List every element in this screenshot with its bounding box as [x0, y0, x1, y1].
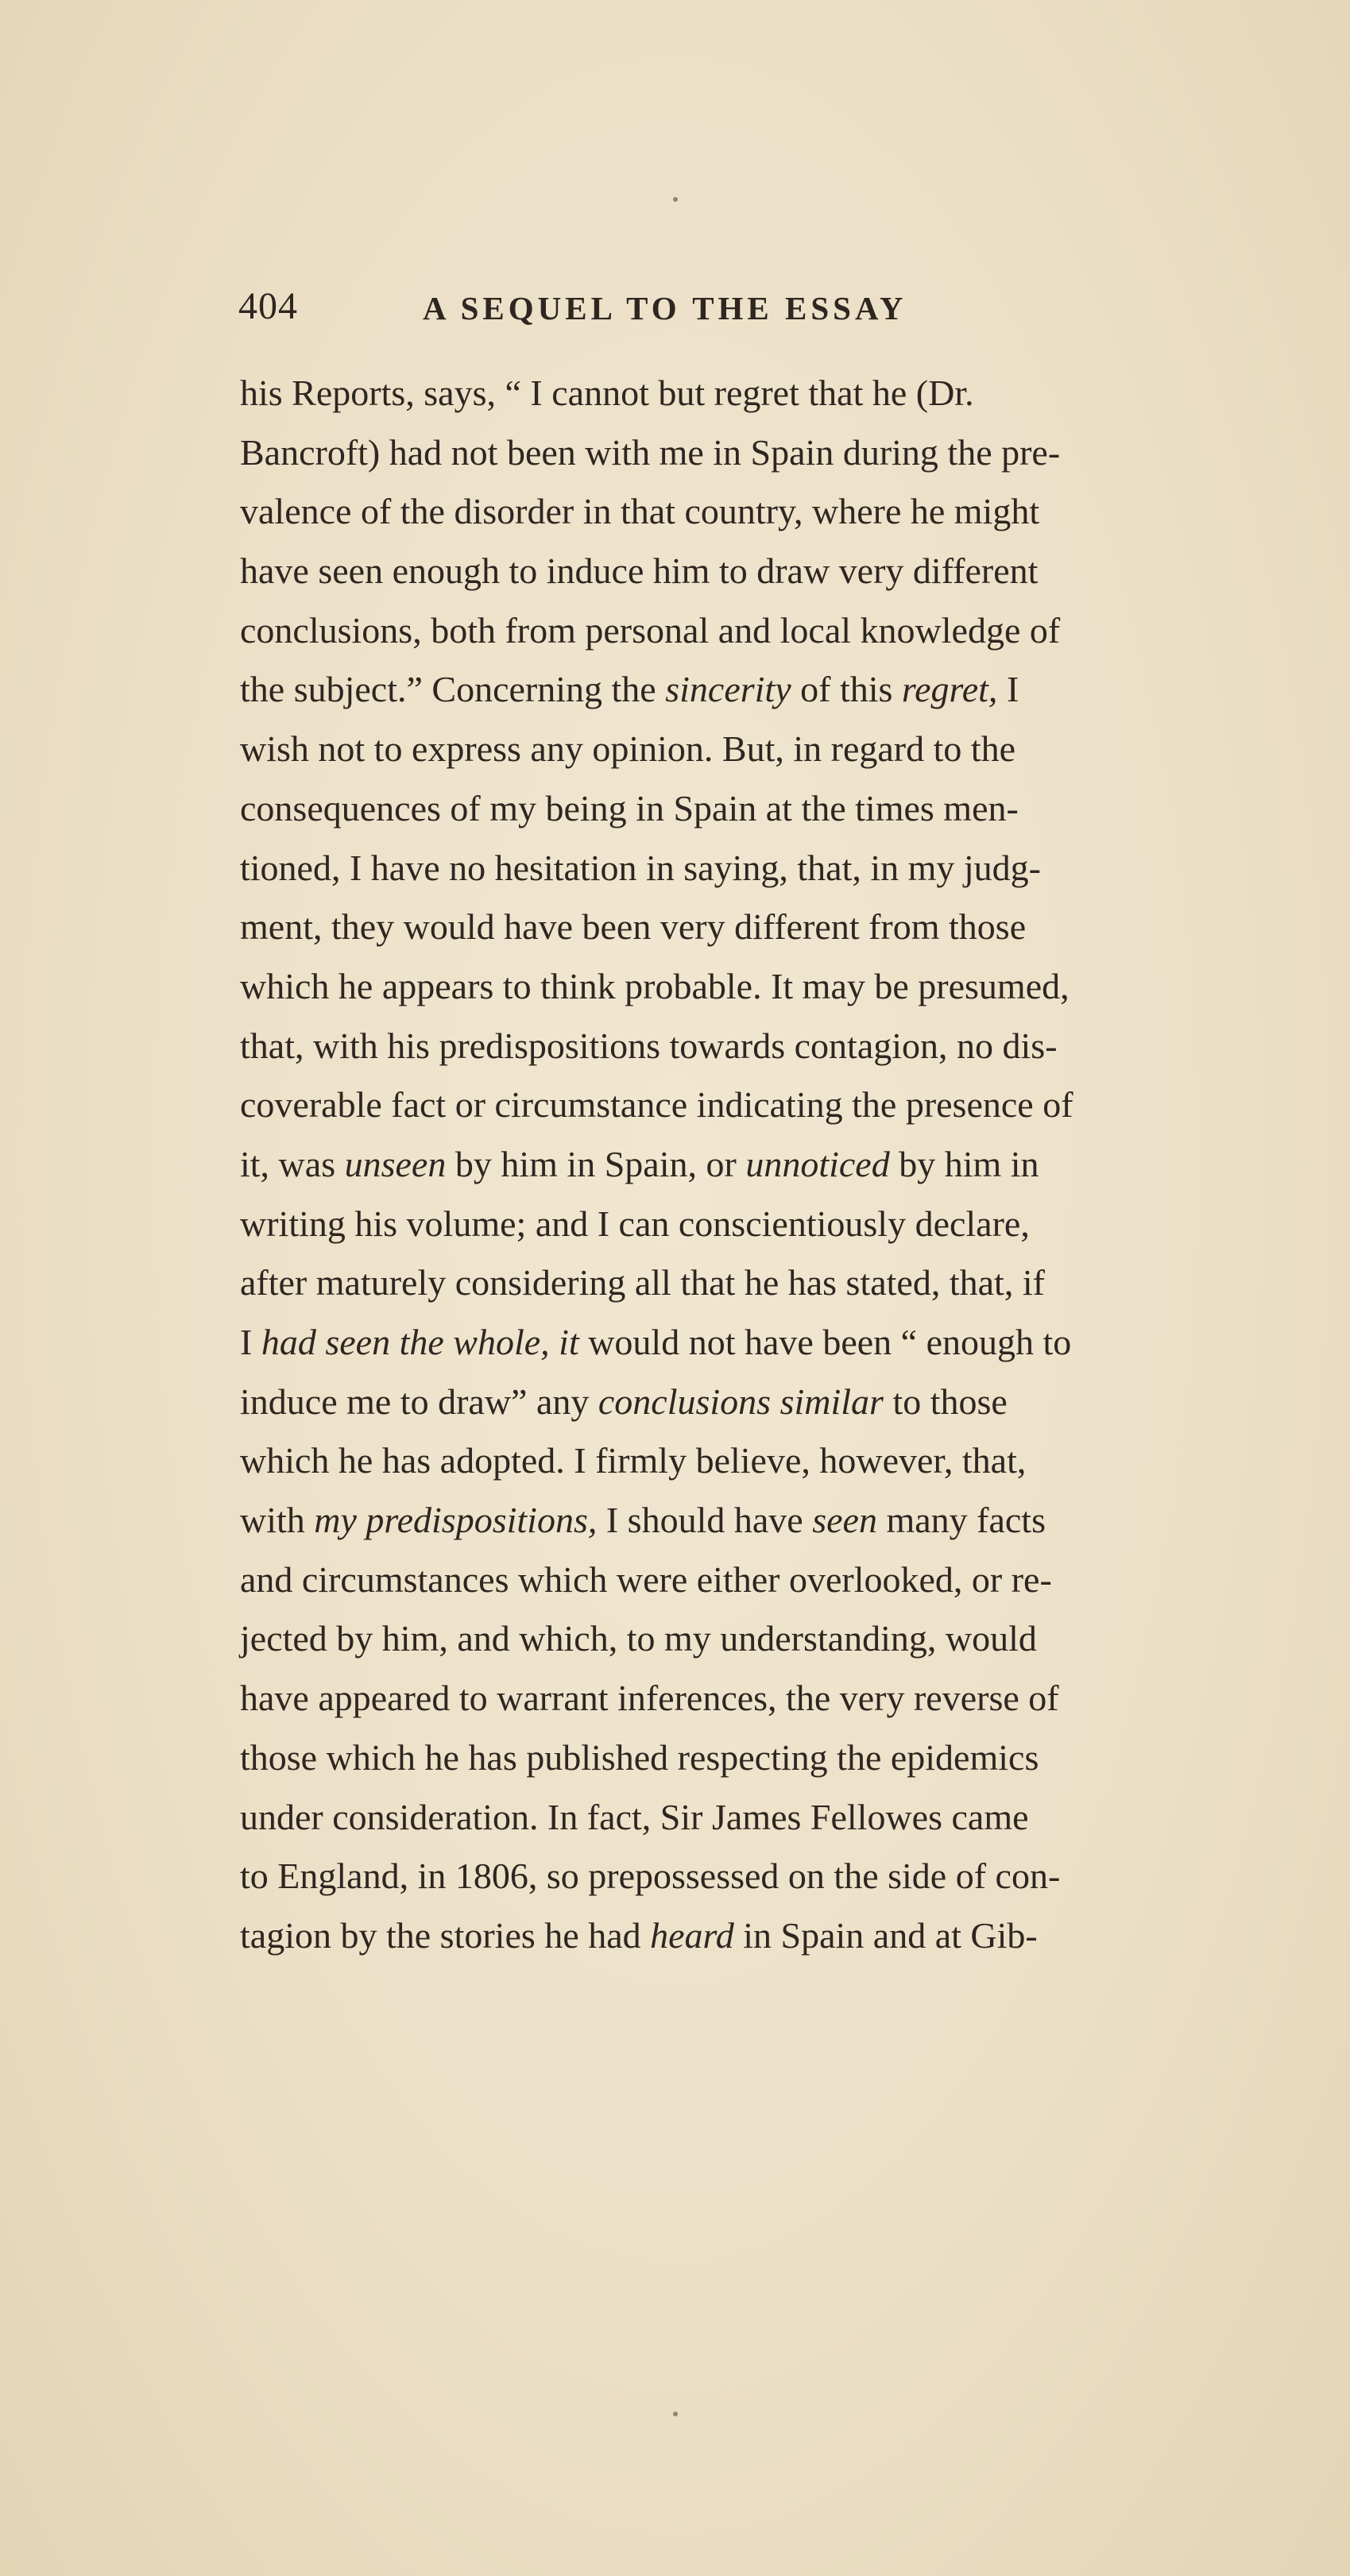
text-segment: I should have [597, 1500, 813, 1541]
text-segment: jected by him, and which, to my understanding, would [240, 1618, 1037, 1659]
text-segment: wish not to express any opinion. But, in regard to the [240, 728, 1016, 770]
text-segment: tioned, I have no hesitation in saying, that, in my judg- [240, 847, 1042, 888]
text-line [240, 1788, 1305, 1848]
text-segment: that, with his predispositions towards contagion, no dis- [240, 1025, 1058, 1066]
italic-text-segment: heard [650, 1914, 734, 1956]
text-line [240, 482, 1305, 542]
text-segment: under consideration. In fact, Sir James Fellowes came [240, 1796, 1029, 1837]
text-segment: and circumstances which were either overlooked, or re- [240, 1558, 1052, 1600]
text-segment: writing his volume; and I can conscientiously declare, [240, 1203, 1030, 1244]
text-line [240, 1431, 1305, 1491]
text-line [240, 660, 1305, 720]
text-segment: to England, in 1806, so prepossessed on the side of con- [240, 1856, 1061, 1897]
text-line [240, 1076, 1305, 1135]
text-segment: would not have been “ enough to [578, 1322, 1072, 1362]
text-line [240, 1728, 1305, 1788]
text-segment: Bancroft) had not been with me in Spain during the pre- [240, 431, 1061, 473]
text-line [240, 1609, 1305, 1669]
text-line [240, 720, 1305, 779]
page-number: 404 [238, 285, 298, 327]
text-line [240, 898, 1305, 957]
text-segment: the subject.” Concerning the [240, 669, 666, 710]
text-segment: consequences of my being in Spain at the times men- [240, 787, 1019, 828]
italic-text-segment: unseen [344, 1143, 447, 1184]
text-segment: induce me to draw” any [240, 1381, 598, 1422]
ink-speck [673, 2412, 678, 2416]
text-line [240, 1195, 1305, 1254]
text-segment: by him in Spain, or [446, 1143, 746, 1184]
body-text [240, 364, 1305, 1966]
text-segment: which he has adopted. I firmly believe, however, that, [240, 1440, 1027, 1481]
text-segment: after maturely considering all that he has stated, that, if [240, 1262, 1045, 1303]
text-line [240, 1017, 1305, 1076]
text-segment: have appeared to warrant inferences, the very reverse of [240, 1678, 1059, 1719]
text-line [240, 1847, 1305, 1906]
italic-text-segment: had seen the whole, it [261, 1322, 579, 1362]
text-segment: to those [883, 1381, 1008, 1422]
text-segment: tagion by the stories he had [240, 1914, 651, 1956]
text-line [240, 1906, 1305, 1966]
text-line [240, 1135, 1305, 1195]
text-segment: I [997, 669, 1019, 710]
text-segment: in Spain and at Gib- [733, 1914, 1038, 1956]
text-segment: conclusions, both from personal and local knowledge of [240, 609, 1061, 651]
text-segment: have seen enough to induce him to draw very different [240, 550, 1039, 592]
text-line [240, 1313, 1305, 1373]
italic-text-segment: regret, [901, 669, 998, 710]
page-header [238, 284, 1081, 340]
text-line [240, 1253, 1305, 1313]
text-line [240, 1373, 1305, 1432]
text-line [240, 957, 1305, 1017]
text-line [240, 1669, 1305, 1728]
text-segment: many facts [876, 1500, 1046, 1541]
text-line [240, 1491, 1305, 1551]
text-segment: which he appears to think probable. It may be presumed, [240, 965, 1070, 1006]
text-line [240, 601, 1305, 661]
text-line [240, 839, 1305, 898]
italic-text-segment: seen [812, 1500, 877, 1541]
italic-text-segment: conclusions similar [598, 1381, 884, 1422]
text-line [240, 1551, 1305, 1610]
text-segment: with [240, 1500, 315, 1541]
text-segment: of this [791, 669, 902, 710]
running-head: A SEQUEL TO THE ESSAY [423, 290, 907, 326]
italic-text-segment: sincerity [665, 669, 791, 710]
text-segment: by him in [889, 1143, 1039, 1184]
text-segment: ment, they would have been very different from those [240, 906, 1027, 948]
text-segment: valence of the disorder in that country, where he might [240, 491, 1040, 532]
text-line [240, 542, 1305, 601]
text-segment: it, was [240, 1143, 345, 1184]
italic-text-segment: my predispositions, [314, 1500, 598, 1541]
italic-text-segment: unnoticed [745, 1143, 890, 1184]
ink-speck [673, 197, 678, 202]
text-line [240, 779, 1305, 839]
text-segment: I [240, 1322, 261, 1362]
text-segment: coverable fact or circumstance indicating the presence of [240, 1084, 1073, 1126]
text-line [240, 423, 1305, 483]
text-segment: those which he has published respecting the epidemics [240, 1736, 1039, 1778]
text-line [240, 364, 1305, 423]
text-segment: his Reports, says, “ I cannot but regret that he (Dr. [240, 373, 974, 413]
